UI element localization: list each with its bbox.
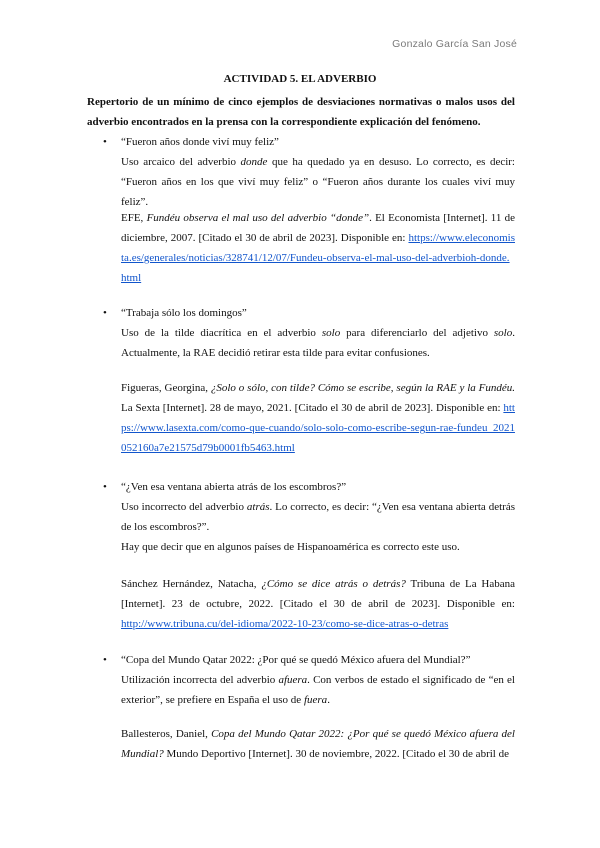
entry-3-reference: Sánchez Hernández, Natacha, ¿Cómo se dice atrás o detrás? Tribuna de La Habana [Internet]. 23 de octubre, 2022. [Citado el 30 de abril de 2023]. Disponible en: http://www.tribuna.cu/del-idioma/2022-10-23/como-se-dice-atras-o-detras (121, 578, 515, 630)
entry-4-quote: “Copa del Mundo Qatar 2022: ¿Por qué se quedó México afuera del Mundial?” (121, 654, 471, 666)
entry-2-link[interactable]: https://www.lasexta.com/como-que-cuando/solo-solo-como-escribe-segun-rae-fundeu_2021052160a7e21575d79b0001fb5463.html (121, 402, 515, 454)
page-title: ACTIVIDAD 5. EL ADVERBIO (223, 73, 377, 85)
entry-2-reference: Figueras, Georgina, ¿Solo o sólo, con tilde? Cómo se escribe, según la RAE y la Fundéu. La Sexta [Internet]. 28 de mayo, 2021. [Citado el 30 de abril de 2023]. Disponible en: https://www.lasexta.com/como-que-cuando/solo-solo-como-escribe-segun-rae-fundeu_2021052160a7e21575d79b0001fb5463.html (121, 382, 515, 454)
entry-2-quote: “Trabaja sólo los domingos” (121, 307, 247, 319)
entry-2-explanation: Uso de la tilde diacrítica en el adverbio solo para diferenciarlo del adjetivo solo. Actualmente, la RAE decidió retirar esta tilde para evitar confusiones. (121, 327, 515, 359)
entry-1-link[interactable]: https://www.eleconomista.es/generales/noticias/328741/12/07/Fundeu-observa-el-mal-uso-del-adverbioh-donde.html (121, 232, 515, 284)
intro-paragraph: Repertorio de un mínimo de cinco ejemplos de desviaciones normativas o malos usos del adverbio encontrados en la prensa con la correspondiente explicación del fenómeno. (87, 96, 515, 128)
entry-1-reference: EFE, Fundéu observa el mal uso del adverbio “donde”. El Economista [Internet]. 11 de diciembre, 2007. [Citado el 30 de abril de 2023]. Disponible en: https://www.eleconomista.es/generales/noticias/328741/12/07/Fundeu-observa-el-mal-uso-del-adverbioh-donde.html (121, 212, 516, 284)
bullet-icon: • (103, 307, 107, 319)
entry-3-link[interactable]: http://www.tribuna.cu/del-idioma/2022-10-23/como-se-dice-atras-o-detras (121, 618, 449, 630)
entry-3-note: Hay que decir que en algunos países de Hispanoamérica es correcto este uso. (121, 541, 460, 553)
entry-4-explanation: Utilización incorrecta del adverbio afuera. Con verbos de estado el significado de “en el exterior”, se prefiere en España el uso de fuera. (121, 674, 515, 706)
bullet-icon: • (103, 481, 107, 493)
entry-3-explanation: Uso incorrecto del adverbio atrás. Lo correcto, es decir: “¿Ven esa ventana abierta detrás de los escombros?”. (121, 501, 515, 533)
entry-3-quote: “¿Ven esa ventana abierta atrás de los escombros?” (121, 481, 347, 493)
entry-1-explanation: Uso arcaico del adverbio donde que ha quedado ya en desuso. Lo correcto, es decir: “Fueron años en los que viví muy feliz” o “Fueron años durante los cuales viví muy feliz”. (121, 156, 515, 208)
bullet-icon: • (103, 136, 107, 148)
header-author: Gonzalo García San José (392, 38, 517, 50)
entry-4-reference: Ballesteros, Daniel, Copa del Mundo Qatar 2022: ¿Por qué se quedó México afuera del Mundial? Mundo Deportivo [Internet]. 30 de noviembre, 2022. [Citado el 30 de abril de (121, 728, 515, 760)
bullet-icon: • (103, 654, 107, 666)
entry-1-quote: “Fueron años donde viví muy feliz” (121, 136, 279, 148)
